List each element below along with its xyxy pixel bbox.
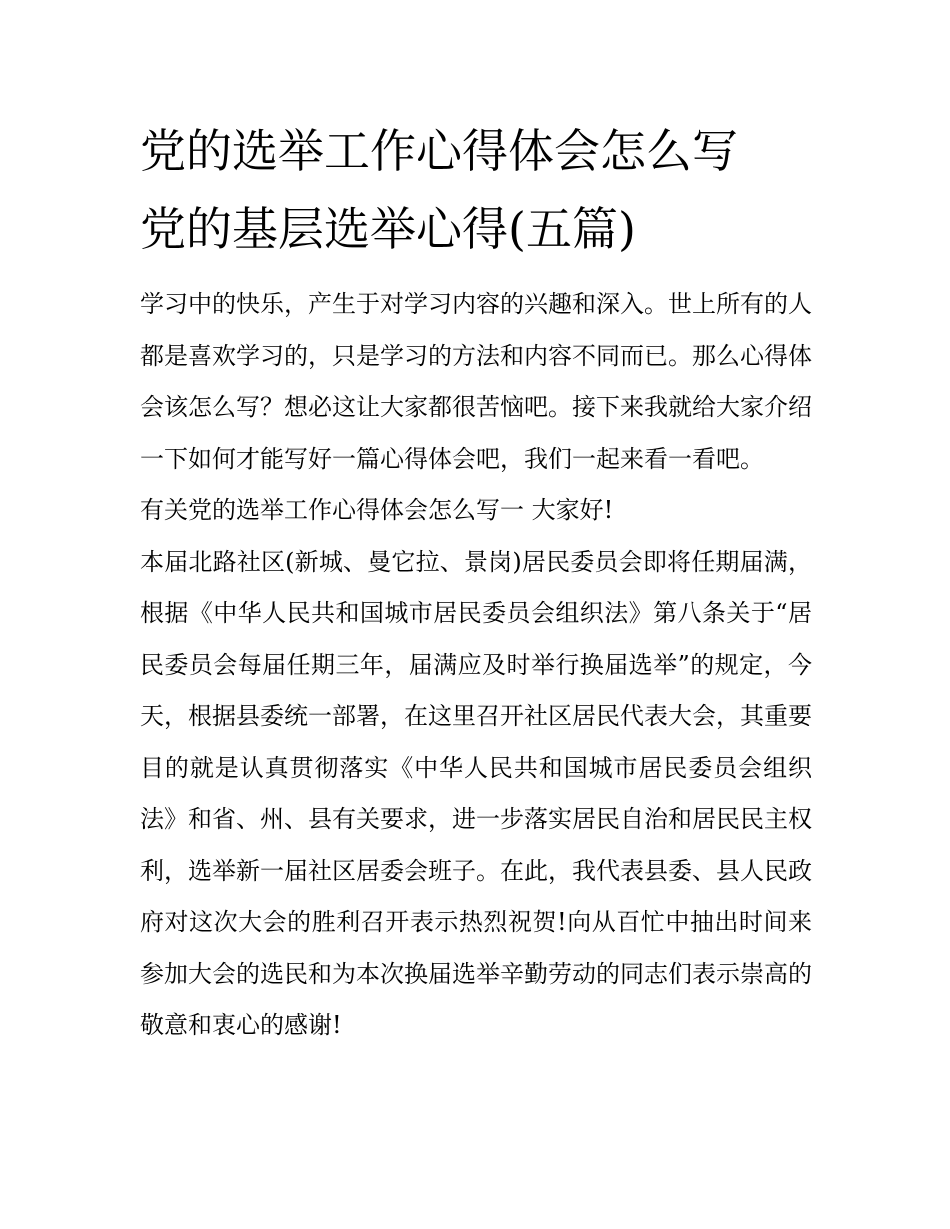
speech-paragraph: 本届北路社区(新城、曼它拉、景岗)居民委员会即将任期届满，根据《中华人民共和国城市居民委员会组织法》第八条关于“居民委员会每届任期三年，届满应及时举行换届选举”的规定，今天，根据县委统一部署，在这里召开社区居民代表大会，其重要目的就是认真贯彻落实《中华人民共和国城市居民委员会组织法》和省、州、县有关要求，进一步落实居民自治和居民民主权利，选举新一届社区居委会班子。在此，我代表县委、县人民政府对这次大会的胜利召开表示热烈祝贺!向从百忙中抽出时间来参加大会的选民和为本次换届选举辛勤劳动的同志们表示崇高的敬意和衷心的感谢! (140, 547, 812, 1039)
document-body (140, 279, 812, 1052)
title-line-2: 党的基层选举心得(五篇) (140, 202, 636, 256)
document-title (140, 112, 820, 268)
section-heading-paragraph: 有关党的选举工作心得体会怎么写一 大家好! (140, 496, 614, 524)
intro-paragraph: 学习中的快乐，产生于对学习内容的兴趣和深入。世上所有的人都是喜欢学习的，只是学习的方法和内容不同而已。那么心得体会该怎么写？想必这让大家都很苦恼吧。接下来我就给大家介绍一下如何才能写好一篇心得体会吧，我们一起来看一看吧。 (140, 290, 812, 473)
title-line-1: 党的选举工作心得体会怎么写 (140, 124, 738, 178)
